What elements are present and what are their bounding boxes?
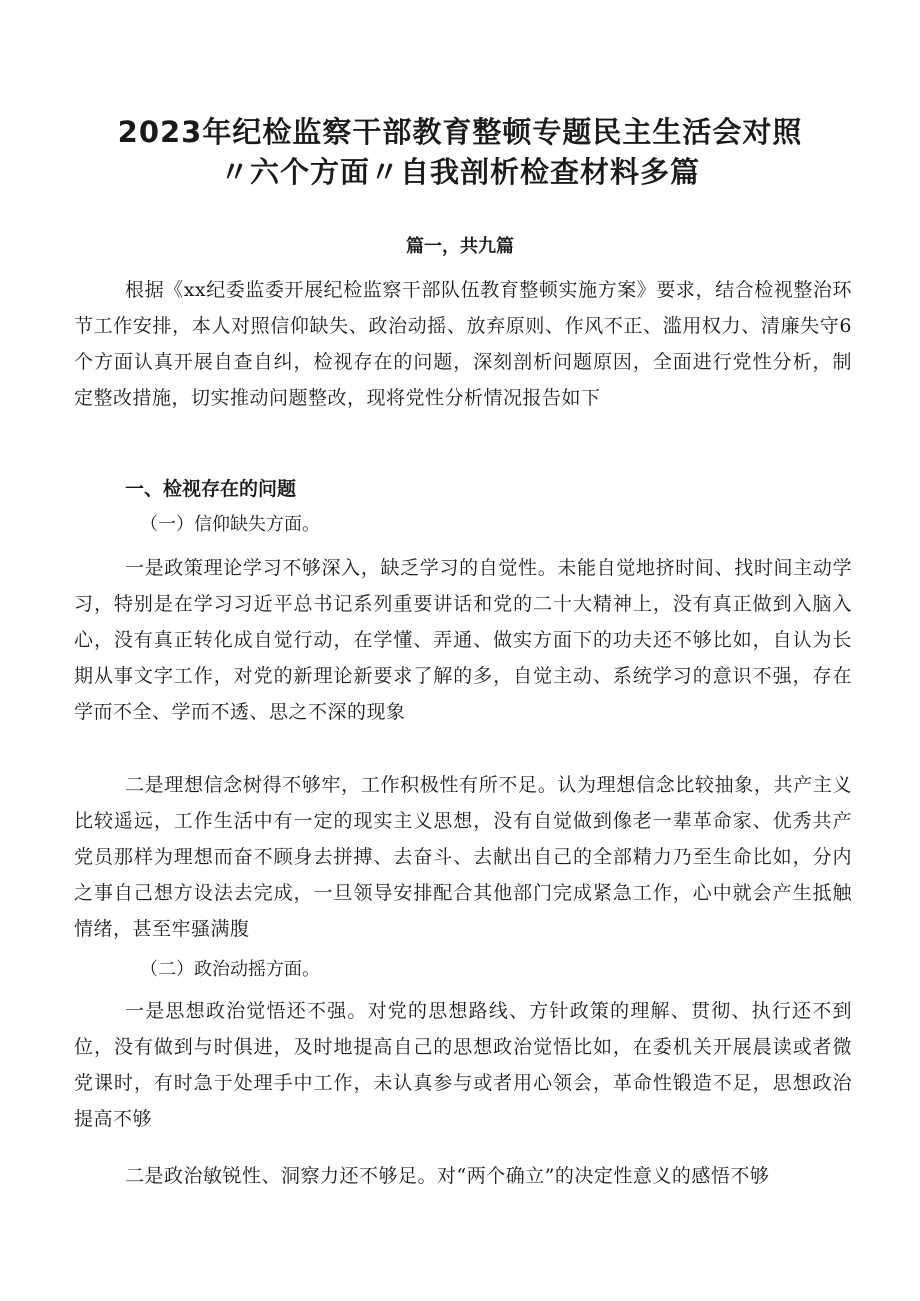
document-subtitle: 篇一，共九篇 bbox=[406, 236, 514, 257]
paragraph: 一是政策理论学习不够深入，缺乏学习的自觉性。未能自觉地挤时间、找时间主动学习，特别是在学习习近平总书记系列重要讲话和党的二十大精神上，没有真正做到入脑入心，没有真正转化成自觉行动，在学懂、弄通、做实方面下的功夫还不够比如，自认为长期从事文字工作，对党的新理论新要求了解的多，自觉主动、系统学习的意识不强，存在学而不全、学而不透、思之不深的现象 bbox=[74, 557, 852, 723]
document-title-line2: 〃六个方面〃自我剖析检查材料多篇 bbox=[219, 155, 700, 189]
document-title-line1: 2023年纪检监察干部教育整顿专题民主生活会对照 bbox=[117, 115, 803, 149]
subsection-heading: （二）政治动摇方面。 bbox=[140, 959, 320, 980]
paragraph: 一是思想政治觉悟还不强。对党的思想路线、方针政策的理解、贯彻、执行还不到位，没有做到与时俱进，及时地提高自己的思想政治觉悟比如，在委机关开展晨读或者微党课时，有时急于处理手中工作，未认真参与或者用心领会，革命性锻造不足，思想政治提高不够 bbox=[74, 1000, 852, 1130]
subsection-heading: （一）信仰缺失方面。 bbox=[140, 514, 320, 535]
section-heading: 一、检视存在的问题 bbox=[125, 478, 297, 500]
paragraph: 二是政治敏锐性、洞察力还不够足。对“两个确立”的决定性意义的感悟不够 bbox=[125, 1165, 770, 1187]
paragraph: 二是理想信念树得不够牢，工作积极性有所不足。认为理想信念比较抽象，共产主义比较遥远，工作生活中有一定的现实主义思想，没有自觉做到像老一辈革命家、优秀共产党员那样为理想而奋不顾身去拼搏、去奋斗、去献出自己的全部精力乃至生命比如，分内之事自己想方设法去完成，一旦领导安排配合其他部门完成紧急工作，心中就会产生抵触情绪，甚至牢骚满腹 bbox=[74, 774, 852, 940]
intro-paragraph: 根据《xx纪委监委开展纪检监察干部队伍教育整顿实施方案》要求，结合检视整治环节工作安排，本人对照信仰缺失、政治动摇、放弃原则、作风不正、滥用权力、清廉失守6个方面认真开展自查自纠，检视存在的问题，深刻剖析问题原因，全面进行党性分析，制定整改措施，切实推动问题整改，现将党性分析情况报告如下 bbox=[74, 279, 852, 409]
